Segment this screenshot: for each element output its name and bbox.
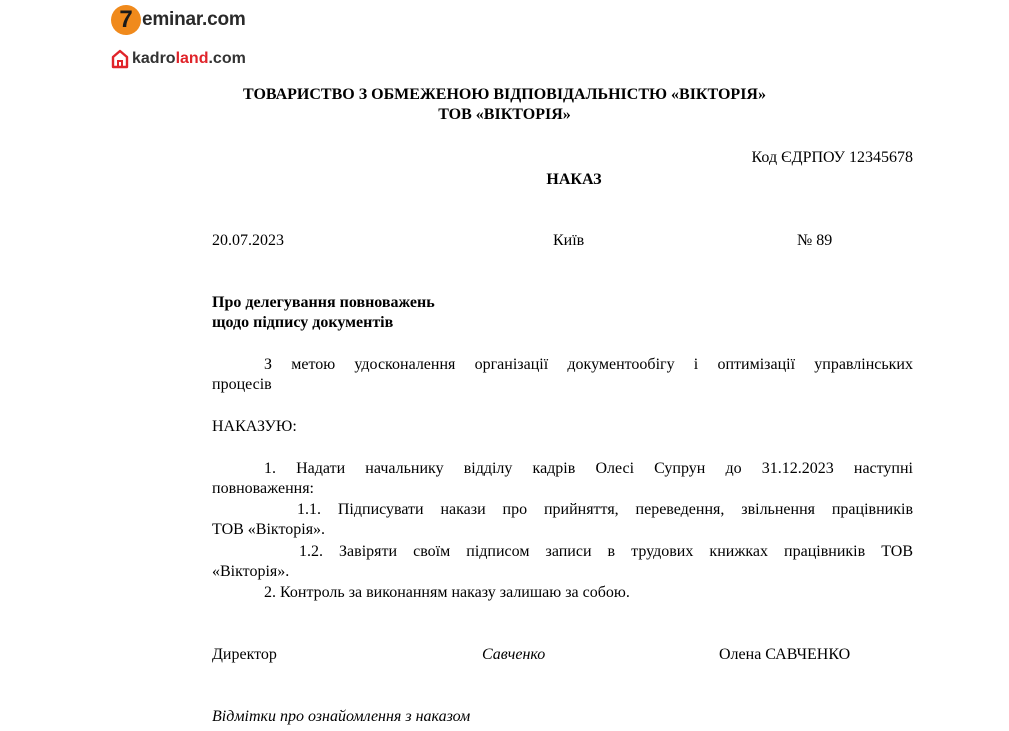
seminar-logo-digit: 7 bbox=[111, 5, 141, 35]
item1-line2: повноваження: bbox=[212, 480, 314, 497]
company-short-name: ТОВ «ВІКТОРІЯ» bbox=[438, 106, 571, 123]
item1-line1: 1. Надати начальнику відділу кадрів Олесі Супрун до 31.12.2023 наступні bbox=[264, 460, 913, 477]
preamble-line1: З метою удосконалення організації документообігу і оптимізації управлінських bbox=[264, 356, 913, 373]
order-date: 20.07.2023 bbox=[212, 232, 284, 249]
kadroland-logo-text: kadroland.com bbox=[132, 50, 246, 67]
item11-line1: 1.1. Підписувати накази про прийняття, переведення, звільнення працівників bbox=[297, 501, 913, 518]
seminar-logo-text: eminar.com bbox=[142, 9, 246, 30]
order-word: НАКАЗУЮ: bbox=[212, 418, 297, 435]
seminar-logo bbox=[111, 4, 246, 36]
edrpou-code: Код ЄДРПОУ 12345678 bbox=[751, 149, 913, 166]
acknowledgement-note: Відмітки про ознайомлення з наказом bbox=[212, 708, 471, 725]
signature-position: Директор bbox=[212, 646, 277, 663]
order-city: Київ bbox=[553, 232, 585, 249]
item12-line1: 1.2. Завіряти своїм підписом записи в трудових книжках працівників ТОВ bbox=[299, 543, 913, 560]
order-subject-line1: Про делегування повноважень bbox=[212, 294, 435, 311]
item2: 2. Контроль за виконанням наказу залишаю за собою. bbox=[264, 584, 630, 601]
order-number: № 89 bbox=[797, 232, 833, 249]
preamble-line2: процесів bbox=[212, 376, 272, 393]
order-title: НАКАЗ bbox=[546, 171, 602, 188]
signature-sign: Савченко bbox=[482, 646, 546, 663]
item12-line2: «Вікторія». bbox=[212, 563, 290, 580]
item11-line2: ТОВ «Вікторія». bbox=[212, 521, 326, 538]
kadroland-logo bbox=[111, 48, 246, 70]
house-icon bbox=[111, 49, 129, 69]
order-subject-line2: щодо підпису документів bbox=[212, 314, 394, 331]
signature-name: Олена САВЧЕНКО bbox=[719, 646, 851, 663]
company-full-name: ТОВАРИСТВО З ОБМЕЖЕНОЮ ВІДПОВІДАЛЬНІСТЮ «ВІКТОРІЯ» bbox=[243, 86, 766, 103]
